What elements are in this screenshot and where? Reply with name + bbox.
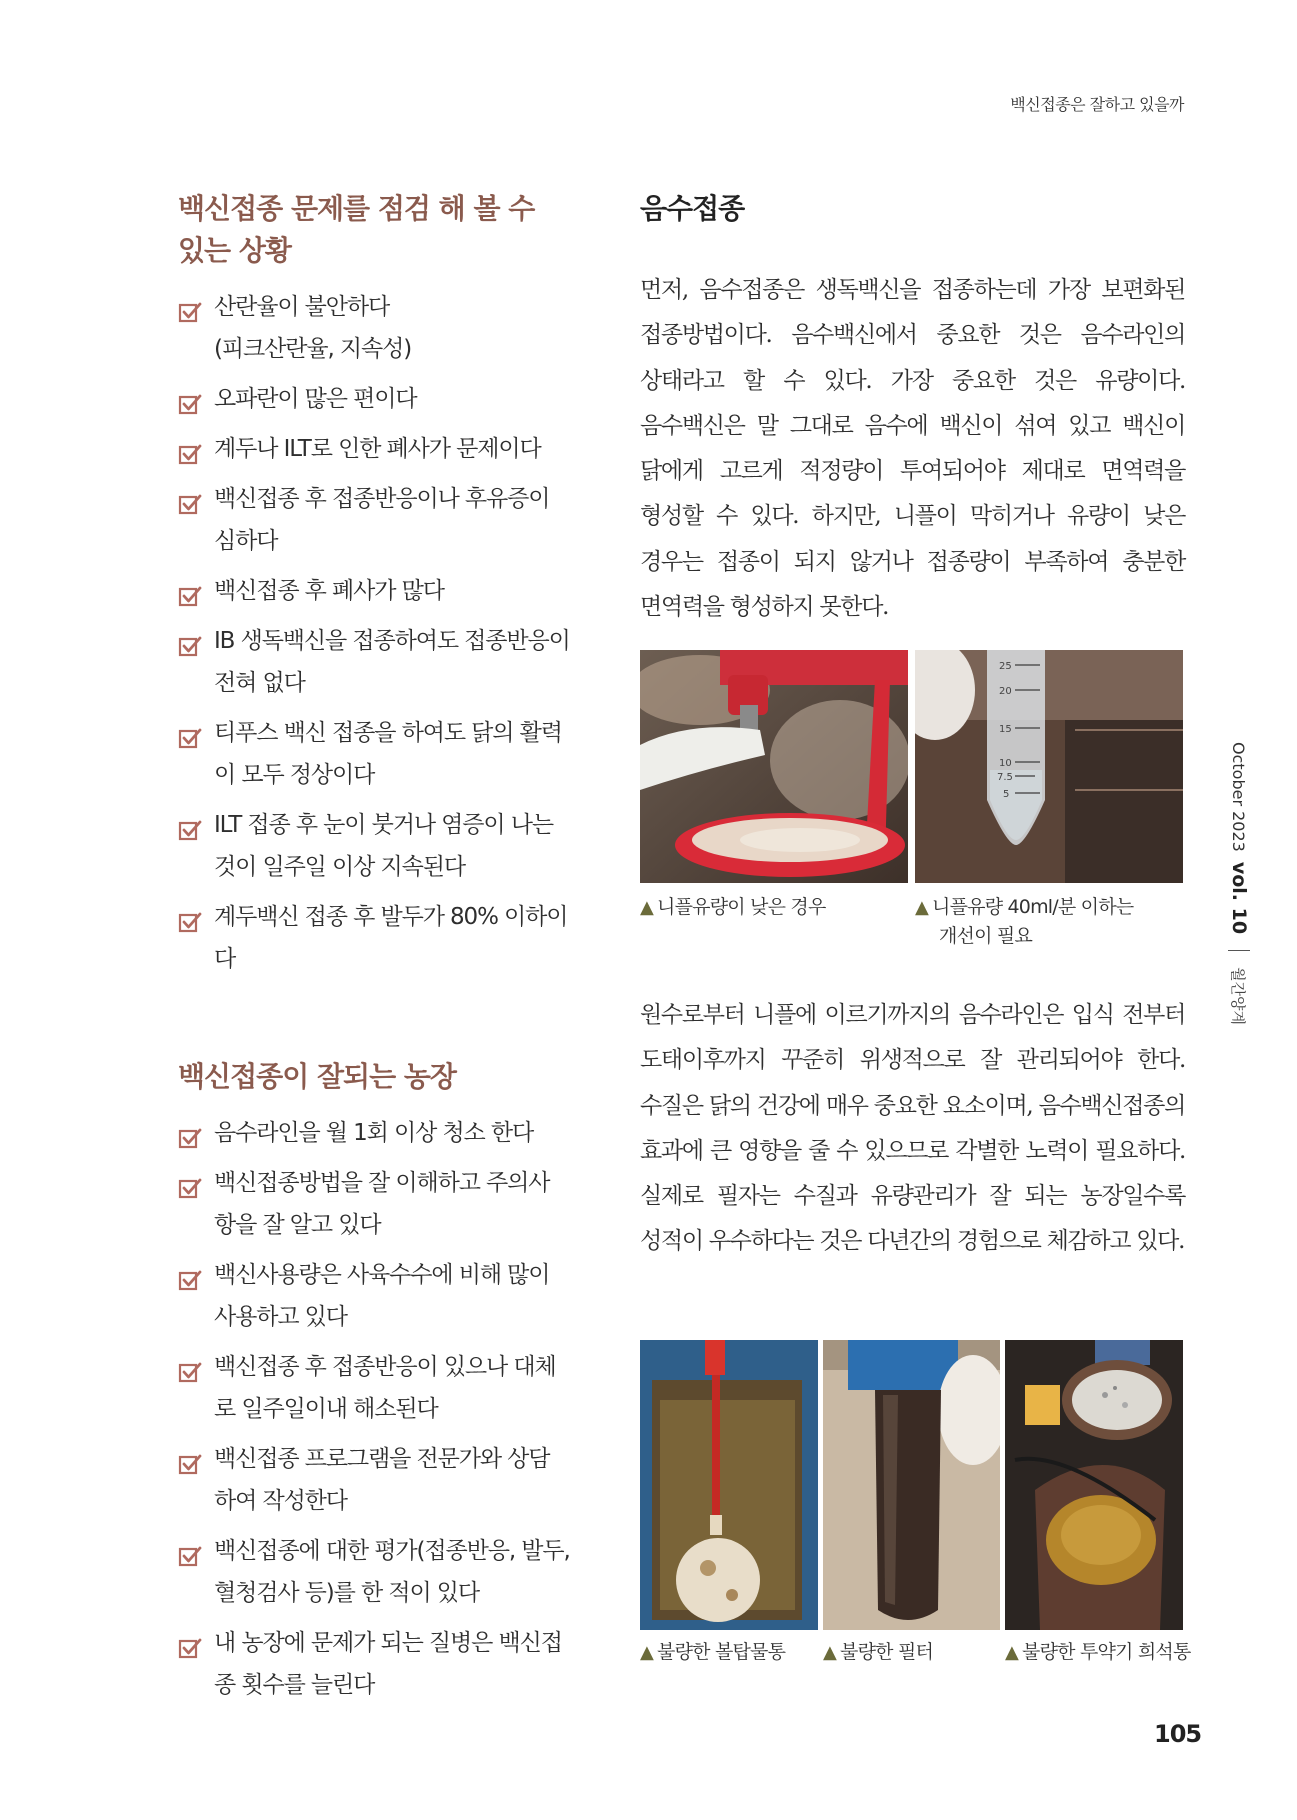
triangle-marker-icon: ▲ (1005, 1642, 1019, 1663)
checkbox-checked-icon (178, 1357, 202, 1381)
measuring-tube-photo (915, 650, 1183, 883)
checkbox-checked-icon (178, 1541, 202, 1565)
checklist-item: 백신접종에 대한 평가(접종반응, 발두, 혈청검사 등)를 한 적이 있다 (178, 1530, 578, 1614)
issue-date: October 2023 (1229, 742, 1249, 852)
tube-scale-label: 5 (1003, 789, 1010, 800)
tube-scale-label: 7.5 (997, 772, 1013, 783)
side-tab (1220, 742, 1260, 1026)
left-column (178, 188, 578, 1714)
checklist-item: 백신접종 후 접종반응이 있으나 대체 로 일주일이내 해소된다 (178, 1346, 578, 1430)
checklist-item: 백신접종방법을 잘 이해하고 주의사 항을 잘 알고 있다 (178, 1162, 578, 1246)
photo-caption-low-flow: ▲ 니플유량이 낮은 경우 (640, 896, 826, 918)
tube-scale-label: 15 (999, 724, 1012, 735)
photo-caption-dilution-tank: ▲ 불량한 투약기 희석통 (1005, 1641, 1191, 1663)
checkbox-checked-icon (178, 1265, 202, 1289)
checkbox-checked-icon (178, 1633, 202, 1657)
checkbox-checked-icon (178, 1449, 202, 1473)
checklist-item: 내 농장에 문제가 되는 질병은 백신접 종 횟수를 늘린다 (178, 1622, 578, 1706)
filter-photo (823, 1340, 1000, 1630)
section-title-problem-check: 백신접종 문제를 점검 해 볼 수 있는 상황 (178, 192, 535, 267)
page-number: 105 (1154, 1720, 1202, 1748)
checkbox-checked-icon (178, 489, 202, 513)
checkbox-checked-icon (178, 297, 202, 321)
dilution-tank-photo (1005, 1340, 1183, 1630)
running-head: 백신접종은 잘하고 있을까 (1010, 95, 1184, 114)
body-paragraph-1: 먼저, 음수접종은 생독백신을 접종하는데 가장 보편화된 접종방법이다. 음수백신에서 중요한 것은 음수라인의 상태라고 할 수 있다. 가장 중요한 것은 유량이다. 음수백신은 말 그대로 음수에 백신이 섞여 있고 백신이 닭에게 고르게 적정량이 투여되어야 제대로 면역력을 형성할 수 있다. 하지만, 니플이 막히거나 유량이 낮은 경우는 접종이 되지 않거나 접종량이 부족하여 충분한 면역력을 형성하지 못한다. (640, 277, 1185, 621)
checkbox-checked-icon (178, 815, 202, 839)
photo-caption-float-tank: ▲ 불량한 볼탑물통 (640, 1641, 786, 1663)
checkbox-checked-icon (178, 631, 202, 655)
volume-number: vol. 10 (1228, 861, 1250, 935)
section-title-good-farm: 백신접종이 잘되는 농장 (178, 1060, 456, 1093)
checkbox-checked-icon (178, 723, 202, 747)
checklist-item: 백신접종 프로그램을 전문가와 상담 하여 작성한다 (178, 1438, 578, 1522)
magazine-name: 월간양계 (1229, 967, 1248, 1026)
photo-caption-flow-threshold: ▲ 니플유량 40ml/분 이하는 개선이 필요 (915, 896, 1134, 947)
checkbox-checked-icon (178, 581, 202, 605)
checkbox-checked-icon (178, 907, 202, 931)
checklist-item: 계두백신 접종 후 발두가 80% 이하이다 (178, 896, 578, 980)
problem-checklist (178, 286, 578, 980)
right-column (640, 188, 1185, 630)
triangle-marker-icon: ▲ (640, 897, 654, 918)
checklist-item: 티푸스 백신 접종을 하여도 닭의 활력 이 모두 정상이다 (178, 712, 578, 796)
checklist-item: 산란율이 불안하다 (피크산란율, 지속성) (178, 286, 578, 370)
checklist-item: ILT 접종 후 눈이 붓거나 염증이 나는 것이 일주일 이상 지속된다 (178, 804, 578, 888)
tube-scale-label: 25 (999, 661, 1012, 672)
checkbox-checked-icon (178, 1123, 202, 1147)
photo-caption-filter: ▲ 불량한 필터 (823, 1641, 934, 1663)
float-tank-photo (640, 1340, 818, 1630)
section-title-drinking-water-vaccination: 음수접종 (640, 192, 745, 225)
checkbox-checked-icon (178, 389, 202, 413)
checklist-item: 백신접종 후 접종반응이나 후유증이 심하다 (178, 478, 578, 562)
checklist-item: 계두나 ILT로 인한 폐사가 문제이다 (178, 428, 578, 470)
divider (1228, 950, 1250, 951)
triangle-marker-icon: ▲ (823, 1642, 837, 1663)
checkbox-checked-icon (178, 1173, 202, 1197)
good-farm-checklist (178, 1112, 578, 1706)
body-paragraph-2: 원수로부터 니플에 이르기까지의 음수라인은 입식 전부터 도태이후까지 꾸준히 위생적으로 잘 관리되어야 한다. 수질은 닭의 건강에 매우 중요한 요소이며, 음수백신접종의 효과에 큰 영향을 줄 수 있으므로 각별한 노력이 필요하다. 실제로 필자는 수질과 유량관리가 잘 되는 농장일수록 성적이 우수하다는 것은 다년간의 경험으로 체감하고 있다. (640, 1002, 1185, 1255)
tube-scale-label: 20 (999, 686, 1012, 697)
checklist-item: 음수라인을 월 1회 이상 청소 한다 (178, 1112, 578, 1154)
triangle-marker-icon: ▲ (915, 897, 929, 918)
triangle-marker-icon: ▲ (640, 1642, 654, 1663)
tube-scale-label: 10 (999, 758, 1012, 769)
checklist-item: 백신사용량은 사육수수에 비해 많이 사용하고 있다 (178, 1254, 578, 1338)
checkbox-checked-icon (178, 439, 202, 463)
checklist-item: IB 생독백신을 접종하여도 접종반응이 전혀 없다 (178, 620, 578, 704)
checklist-item: 백신접종 후 폐사가 많다 (178, 570, 578, 612)
nipple-drinker-photo (640, 650, 908, 883)
checklist-item: 오파란이 많은 편이다 (178, 378, 578, 420)
